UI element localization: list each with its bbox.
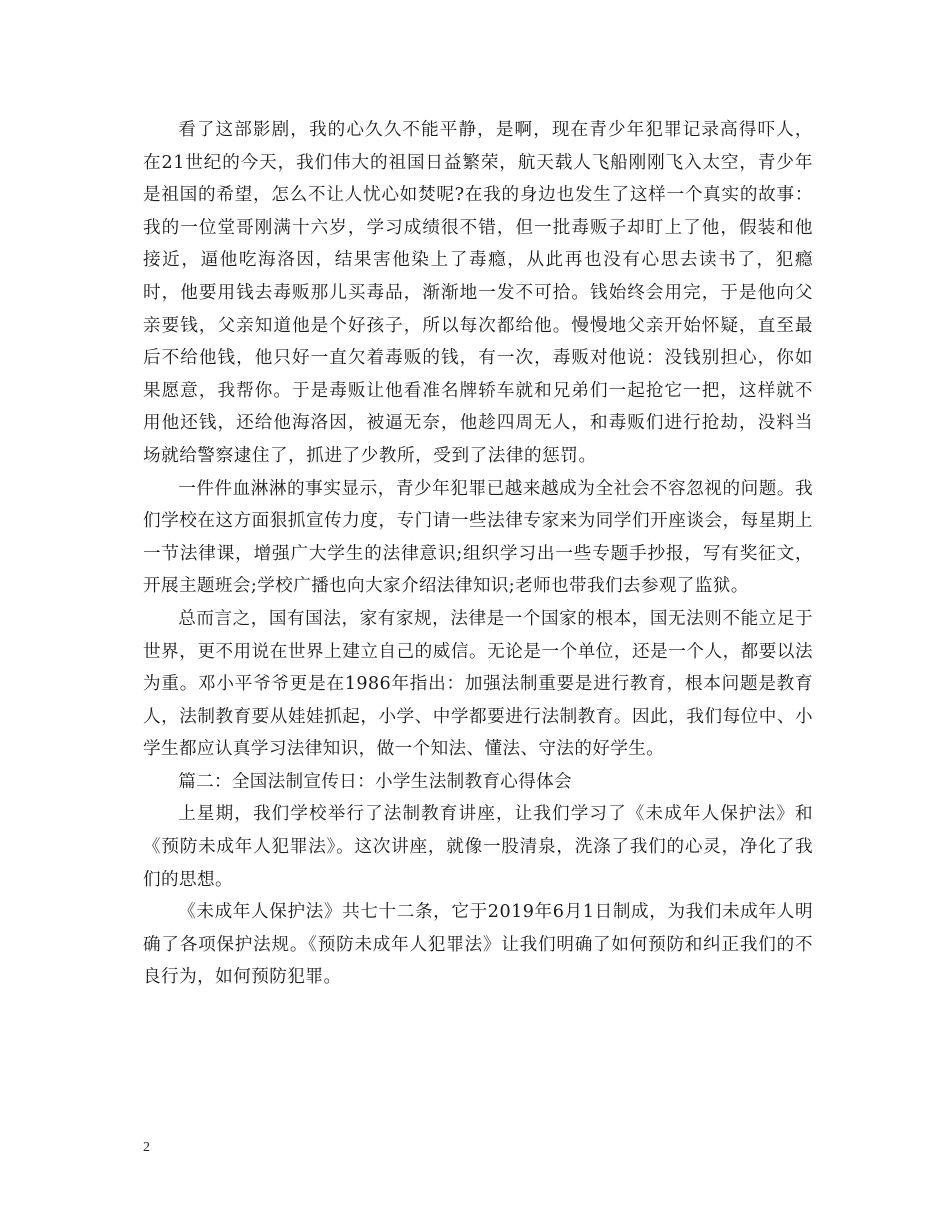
paragraph-story: 看了这部影剧，我的心久久不能平静，是啊，现在青少年犯罪记录高得吓人，在21世纪的今天，我们伟大的祖国日益繁荣，航天载人飞船刚刚飞入太空，青少年是祖国的希望，怎么不让人忧心如焚呢?在我的身边也发生了这样一个真实的故事：我的一位堂哥刚满十六岁，学习成绩很不错，但一批毒贩子却盯上了他，假装和他接近，逼他吃海洛因，结果害他染上了毒瘾，从此再也没有心思去读书了，犯瘾时，他要用钱去毒贩那儿买毒品，渐渐地一发不可拾。钱始终会用完，于是他向父亲要钱，父亲知道他是个好孩子，所以每次都给他。慢慢地父亲开始怀疑，直至最后不给他钱，他只好一直欠着毒贩的钱，有一次，毒贩对他说：没钱别担心，你如果愿意，我帮你。于是毒贩让他看准名牌轿车就和兄弟们一起抢它一把，这样就不用他还钱，还给他海洛因，被逼无奈，他趁四周无人，和毒贩们进行抢劫，没料当场就给警察逮住了，抓进了少教所，受到了法律的惩罚。 [143,120,813,466]
paragraph-conclusion: 总而言之，国有国法，家有家规，法律是一个国家的根本，国无法则不能立足于世界，更不用说在世界上建立自己的威信。无论是一个单位，还是一个人，都要以法为重。邓小平爷爷更是在1986年指出：加强法制重要是进行教育，根本问题是教育人，法制教育要从娃娃抓起，小学、中学都要进行法制教育。因此，我们每位中、小学生都应认真学习法律知识，做一个知法、懂法、守法的好学生。 [143,608,813,760]
paragraph-lecture: 上星期，我们学校举行了法制教育讲座，让我们学习了《未成年人保护法》和《预防未成年人犯罪法》。这次讲座，就像一股清泉，洗涤了我们的心灵，净化了我们的思想。 [143,804,813,890]
section-heading: 篇二：全国法制宣传日：小学生法制教育心得体会 [178,771,572,792]
paragraph-laws: 《未成年人保护法》共七十二条，它于2019年6月1日制成，为我们未成年人明确了各项保护法规。《预防未成年人犯罪法》让我们明确了如何预防和纠正我们的不良行为，如何预防犯罪。 [143,902,813,988]
document-body [143,114,813,994]
page-number: 2 [143,1140,150,1155]
paragraph-facts: 一件件血淋淋的事实显示，青少年犯罪已越来越成为全社会不容忽视的问题。我们学校在这方面狠抓宣传力度，专门请一些法律专家来为同学们开座谈会，每星期上一节法律课，增强广大学生的法律意识;组织学习出一些专题手抄报，写有奖征文，开展主题班会;学校广播也向大家介绍法律知识;老师也带我们去参观了监狱。 [143,478,813,597]
